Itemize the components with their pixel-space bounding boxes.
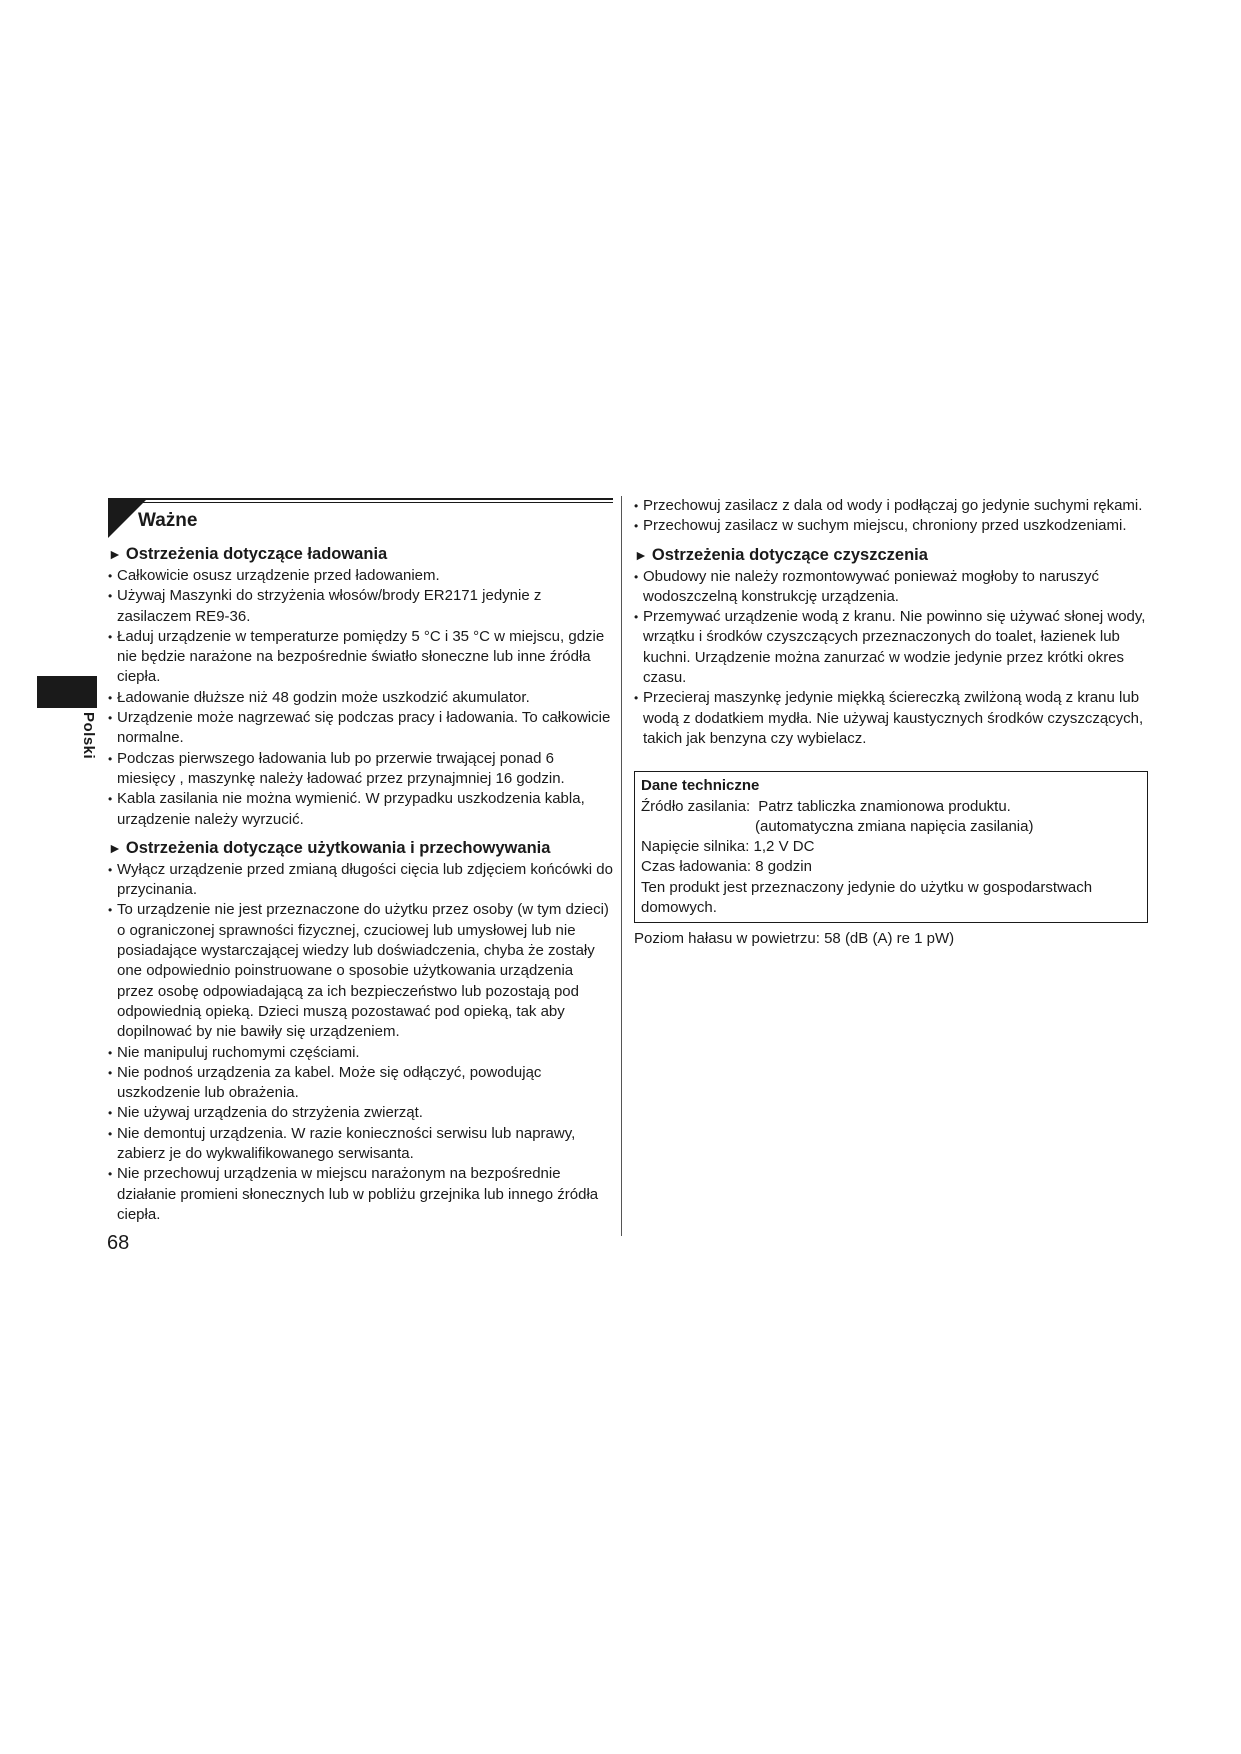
list-item: • Nie manipuluj ruchomymi częściami. [108,1043,613,1063]
specifications-box [634,771,1148,923]
usage-list [108,860,613,1225]
column-divider [621,496,622,1236]
list-item: • Nie używaj urządzenia do strzyżenia zwierząt. [108,1103,613,1123]
bullet-icon: • [108,589,113,604]
power-source-value: Patrz tabliczka znamionowa produktu. [758,797,1011,815]
arrow-icon: ► [634,546,648,563]
right-column [634,496,1148,949]
bullet-icon: • [108,711,113,726]
language-tab-marker [37,676,97,708]
bullet-icon: • [634,610,639,625]
list-item: • Obudowy nie należy rozmontowywać ponieważ mogłoby to naruszyć wodoszczelną konstrukcję urządzenia. [634,567,1100,605]
section-charging [108,544,613,830]
power-source-label: Źródło zasilania: [641,797,751,815]
bullet-icon: • [108,903,113,918]
list-item: • Całkowicie osusz urządzenie przed ładowaniem. [108,566,613,586]
list-item: • Przemywać urządzenie wodą z kranu. Nie powinno się używać słonej wody, wrzątku i środków czyszczących przeznaczonych do toalet, łazienek lub kuchni. Urządzenie można zanurzać w wodzie jedynie przez krótki okres czasu. [634,608,1146,687]
bullet-icon: • [108,1106,113,1121]
list-item: • Nie demontuj urządzenia. W razie konieczności serwisu lub naprawy, zabierz je do wykwalifikowanego serwisanta. [108,1124,576,1163]
bullet-icon: • [634,691,639,706]
list-item: • Podczas pierwszego ładowania lub po przerwie trwającej ponad 6 miesięcy , maszynkę należy ładować przez przynajmniej 16 godzin. [108,749,565,787]
arrow-icon: ► [108,546,122,562]
list-item: • Ładuj urządzenie w temperaturze pomiędzy 5 °C i 35 °C w miejscu, gdzie nie będzie narażone na bezpośrednie światło słoneczne lub inne źródła ciepła. [108,627,605,686]
household-use-note: Ten produkt jest przeznaczony jedynie do użytku w gospodarstwach domowych. [641,878,1093,917]
adapter-list [634,496,1148,537]
arrow-icon: ► [108,839,122,856]
bullet-icon: • [108,1045,113,1060]
left-column [108,496,613,1225]
section-cleaning [634,545,1148,750]
specifications-title: Dane techniczne [641,777,760,795]
noise-level: Poziom hałasu w powietrzu: 58 (dB (A) re 1 pW) [634,930,955,948]
charging-list [108,566,613,830]
bullet-icon: • [108,690,113,705]
section-title: Ostrzeżenia dotyczące użytkowania i przechowywania [125,838,551,857]
important-heading [108,496,613,536]
motor-voltage: Napięcie silnika: 1,2 V DC [641,838,815,856]
power-source-row [641,797,1141,817]
page-number: 68 [107,1232,130,1254]
bullet-icon: • [108,751,113,766]
list-item: • Używaj Maszynki do strzyżenia włosów/brody ER2171 jedynie z zasilaczem RE9-36. [108,587,542,625]
list-item: • Nie przechowuj urządzenia w miejscu narażonym na bezpośrednie działanie promieni słonecznych lub w pobliżu grzejnika lub innego źródła ciepła. [108,1165,599,1223]
bullet-icon: • [634,569,639,584]
bullet-icon: • [634,499,639,513]
bullet-icon: • [108,569,113,583]
list-item: • Przechowuj zasilacz w suchym miejscu, chroniony przed uszkodzeniami. [634,516,1148,536]
list-item: • Nie podnoś urządzenia za kabel. Może się odłączyć, powodując uszkodzenie lub obrażenia. [108,1063,542,1102]
bullet-icon: • [108,629,113,644]
bullet-icon: • [108,1065,113,1080]
bullet-icon: • [108,792,113,807]
section-title: Ostrzeżenia dotyczące czyszczenia [651,545,928,564]
charging-time: Czas ładowania: 8 godzin [641,858,812,876]
list-item: • Ładowanie dłuższe niż 48 godzin może uszkodzić akumulator. [108,688,613,708]
section-title: Ostrzeżenia dotyczące ładowania [125,545,388,563]
section-usage-storage [108,838,613,1225]
bullet-icon: • [108,1126,113,1141]
heading-title: Ważne [138,510,198,531]
power-source-note: (automatyczna zmiana napięcia zasilania) [755,817,1034,835]
list-item: • Przechowuj zasilacz z dala od wody i podłączaj go jedynie suchymi rękami. [634,496,1148,516]
list-item: • Kabla zasilania nie można wymienić. W przypadku uszkodzenia kabla, urządzenie należy wyrzucić. [108,790,585,828]
list-item: • Urządzenie może nagrzewać się podczas pracy i ładowania. To całkowicie normalne. [108,709,611,747]
cleaning-list [634,567,1148,750]
language-label: Polski [80,712,97,760]
bullet-icon: • [108,1167,113,1182]
bullet-icon: • [108,862,113,877]
list-item: • Przecieraj maszynkę jedynie miękką ściereczką zwilżoną wodą z kranu lub wodą z dodatkiem mydła. Nie używaj kaustycznych środków czyszczących, takich jak benzyna czy wybielacz. [634,689,1144,747]
bullet-icon: • [634,519,639,534]
list-item: • Wyłącz urządzenie przed zmianą długości cięcia lub zdjęciem końcówki do przycinania. [108,860,613,899]
list-item: • To urządzenie nie jest przeznaczone do użytku przez osoby (w tym dzieci) o ograniczonej sprawności fizycznej, czuciowej lub umysłowej lub nie posiadające wystarczającej wiedzy lub doświadczenia, chyba że zostały one odpowiednio poinstruowane o sposobie użytkowania urządzenia przez osobę odpowiadającą za ich bezpieczeństwo lub pozostają pod odpowiednią opieką. Dzieci muszą pozostawać pod opieką, tak aby dopilnować by nie bawiły się urządzeniem. [108,901,609,1041]
